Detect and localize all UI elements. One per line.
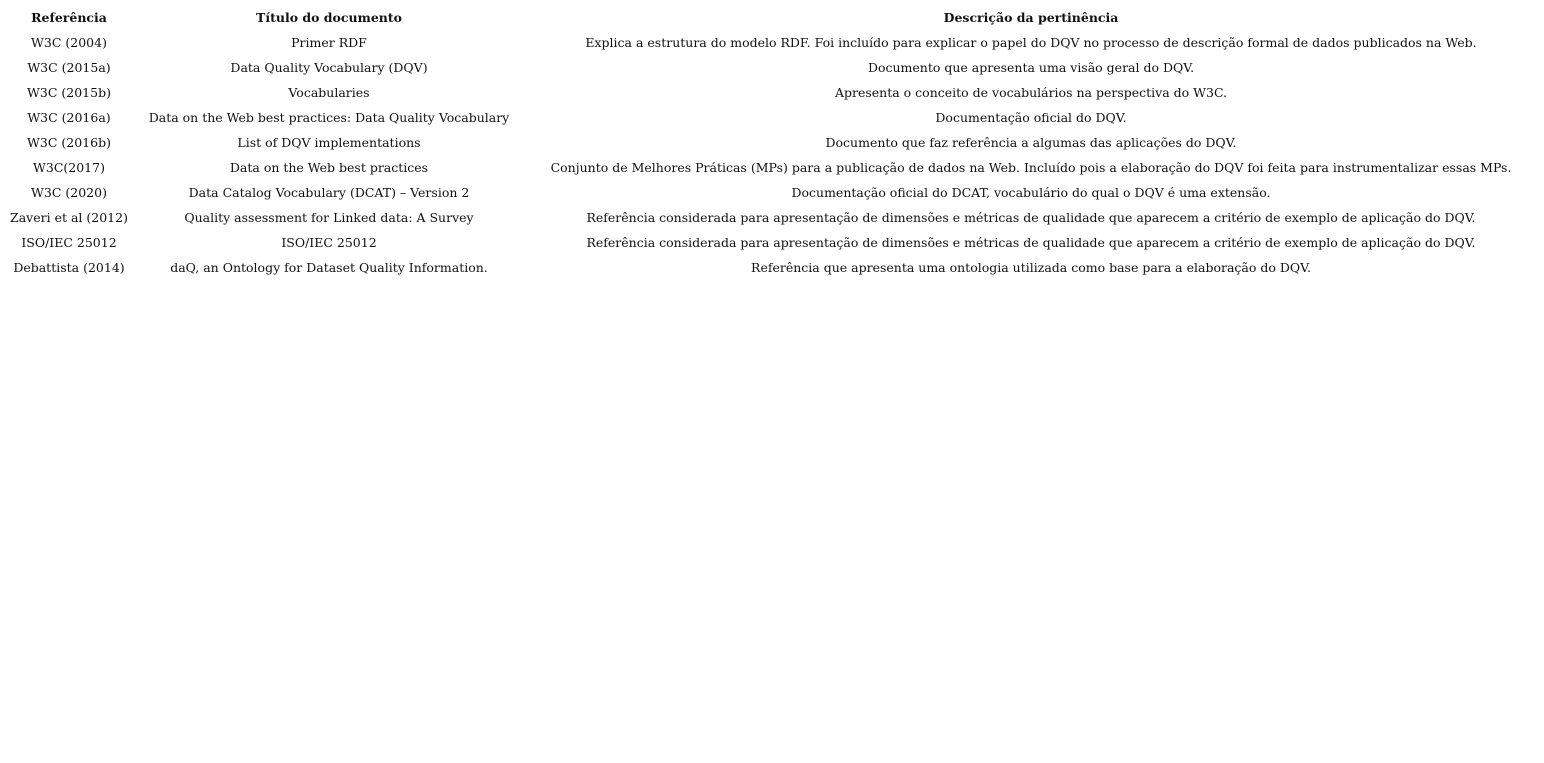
cell-document-title: Primer RDF [291,35,367,50]
header-document-title: Título do documento [256,10,402,25]
table-row [4,30,1538,55]
cell-description: Documento que apresenta uma visão geral do DQV. [867,60,1195,75]
cell-reference: Debattista (2014) [13,260,125,275]
cell-reference: W3C (2016a) [27,110,111,125]
cell-description: Referência que apresenta uma ontologia utilizada como base para a elaboração do DQV. [751,260,1311,275]
header-relevance-description: Descrição da pertinência [943,10,1119,25]
cell-reference: W3C (2020) [31,185,107,200]
table-row [4,205,1538,230]
cell-reference: W3C (2004) [31,35,107,50]
cell-document-title: Data Quality Vocabulary (DQV) [230,60,428,75]
cell-document-title: List of DQV implementations [237,135,421,150]
table-row [4,55,1538,80]
table-row [4,255,1538,280]
cell-description: Documentação oficial do DQV. [935,110,1127,125]
table-row [4,155,1538,180]
table-row [4,230,1538,255]
cell-description: Apresenta o conceito de vocabulários na perspectiva do W3C. [834,85,1228,100]
table-row [4,130,1538,155]
table-row [4,80,1538,105]
cell-reference: W3C(2017) [33,160,105,175]
cell-document-title: ISO/IEC 25012 [281,235,377,250]
cell-reference: Zaveri et al (2012) [10,210,128,225]
cell-description: Conjunto de Melhores Práticas (MPs) para a publicação de dados na Web. Incluído pois a elaboração do DQV foi feita para instrumentalizar essas MPs. [550,160,1512,175]
cell-reference: ISO/IEC 25012 [21,235,117,250]
cell-document-title: Data Catalog Vocabulary (DCAT) – Version 2 [188,185,470,200]
cell-document-title: daQ, an Ontology for Dataset Quality Information. [170,260,488,275]
cell-reference: W3C (2015b) [27,85,111,100]
cell-description: Documentação oficial do DCAT, vocabulário do qual o DQV é uma extensão. [791,185,1271,200]
references-table [4,4,1538,280]
cell-description: Referência considerada para apresentação de dimensões e métricas de qualidade que aparecem a critério de exemplo de aplicação do DQV. [586,210,1476,225]
cell-document-title: Vocabularies [288,85,370,100]
cell-description: Referência considerada para apresentação de dimensões e métricas de qualidade que aparecem a critério de exemplo de aplicação do DQV. [586,235,1476,250]
table-header-row [4,4,1538,30]
cell-description: Explica a estrutura do modelo RDF. Foi incluído para explicar o papel do DQV no processo de descrição formal de dados publicados na Web. [585,35,1477,50]
table-row [4,180,1538,205]
cell-reference: W3C (2016b) [27,135,111,150]
header-reference: Referência [31,10,107,25]
cell-document-title: Data on the Web best practices: Data Quality Vocabulary [148,110,510,125]
table-row [4,105,1538,130]
cell-document-title: Data on the Web best practices [229,160,429,175]
cell-reference: W3C (2015a) [27,60,111,75]
cell-description: Documento que faz referência a algumas das aplicações do DQV. [825,135,1237,150]
cell-document-title: Quality assessment for Linked data: A Survey [184,210,474,225]
